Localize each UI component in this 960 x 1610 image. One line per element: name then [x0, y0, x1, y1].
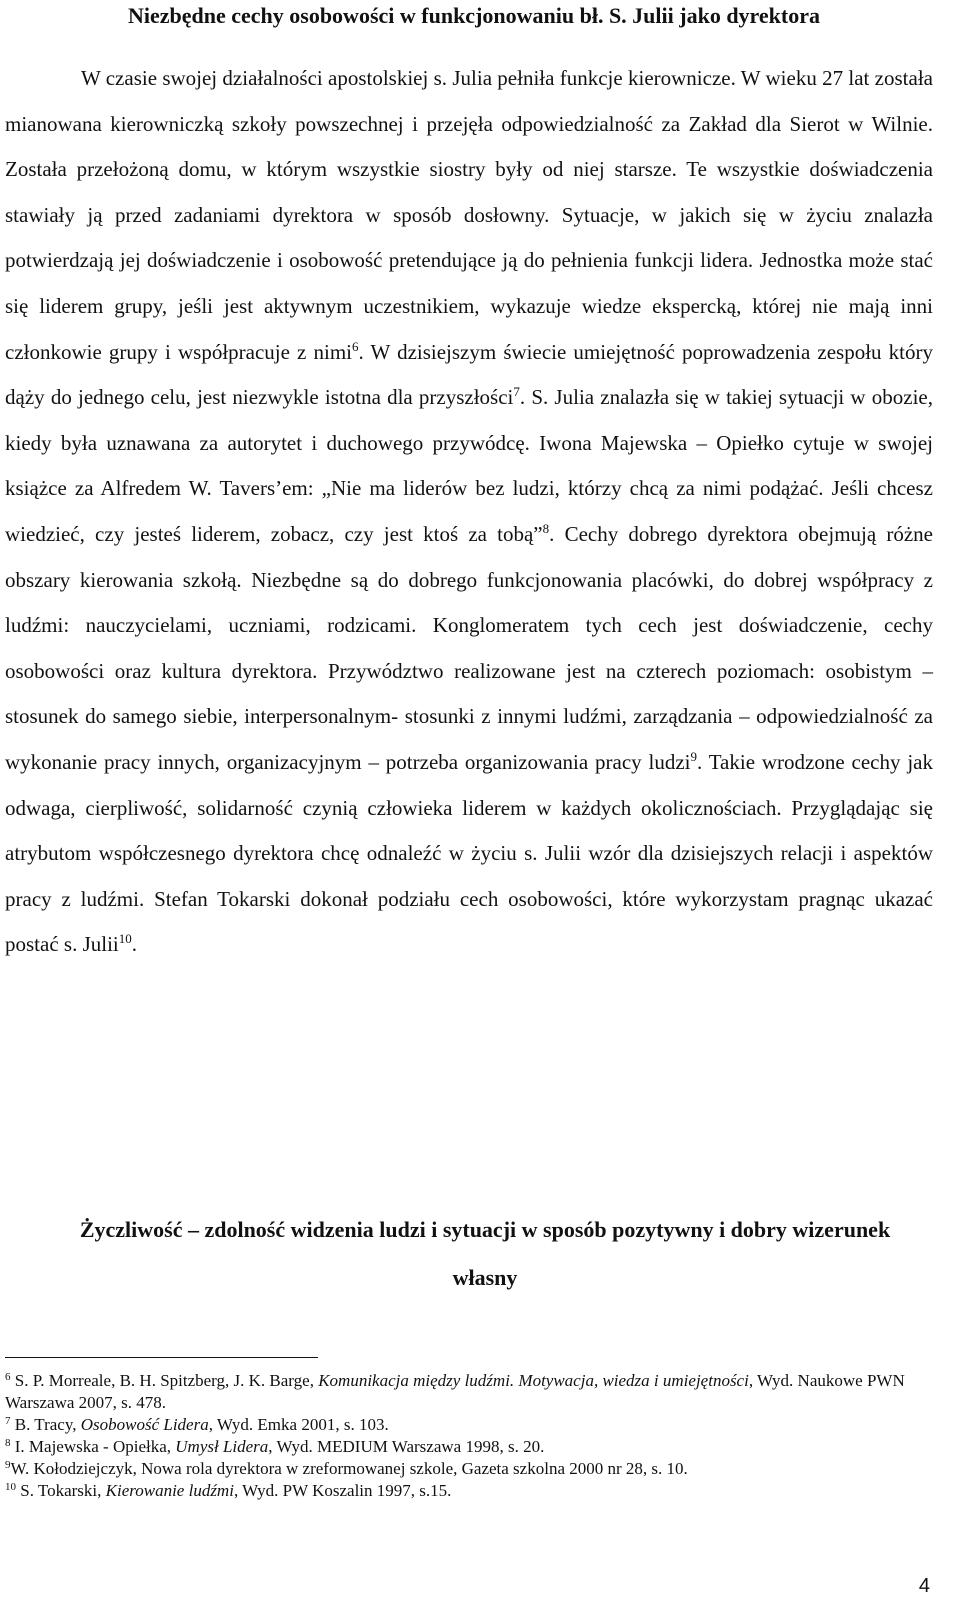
footnote-8: [5, 1436, 925, 1458]
footnote-number: 9: [5, 1458, 11, 1471]
footnote-number: 7: [5, 1414, 11, 1427]
paragraph-text: . W dzisiejszym świecie umiejętność poprowadzenia zespołu który dąży do jednego celu, jest niezwykle istotna dla przyszłości: [5, 339, 933, 410]
paragraph-text: . Cechy dobrego dyrektora obejmują różne obszary kierowania szkołą. Niezbędne są do dobrego funkcjonowania placówki, do dobrej współpracy z ludźmi: nauczycielami, uczniami, rodzicami. Konglomeratem tych cech jest doświadczenie, cechy osobowości oraz kultura dyrektora. Przywództwo realizowane jest na czterech poziomach: osobistym – stosunek do samego siebie, interpersonalnym- stosunki z innymi ludźmi, zarządzania – odpowiedzialność za wykonanie pracy innych, organizacyjnym – potrzeba organizowania pracy ludzi: [5, 521, 933, 774]
paragraph-text: .: [131, 932, 137, 957]
footnote-ref-9[interactable]: 9: [690, 749, 697, 765]
footnote-text: , Wyd. Naukowe PWN Warszawa 2007, s. 478.: [5, 1371, 905, 1412]
footnote-number: 6: [5, 1370, 11, 1383]
section-heading: Życzliwość – zdolność widzenia ludzi i sytuacji w sposób pozytywny i dobry wizerunek własny: [79, 1217, 891, 1290]
footnote-text: , Wyd. MEDIUM Warszawa 1998, s. 20.: [268, 1437, 545, 1456]
footnote-text: I. Majewska - Opiełka,: [10, 1437, 176, 1456]
footnote-text: S. Tokarski,: [16, 1481, 106, 1500]
footnote-title: Komunikacja między ludźmi. Motywacja, wiedza i umiejętności: [318, 1371, 749, 1390]
footnote-ref-6[interactable]: 6: [352, 338, 359, 354]
footnote-title: Kierowanie ludźmi: [105, 1481, 234, 1500]
paragraph-text: . Takie wrodzone cechy jak odwaga, cierpliwość, solidarność czynią człowieka liderem w każdych okolicznościach. Przyglądając się atrybutom współczesnego dyrektora chcę odnaleźć w życiu s. Julii wzór dla dzisiejszych relacji i aspektów pracy z ludźmi. Stefan Tokarski dokonał podziału cech osobowości, które wykorzystam pragnąc ukazać postać s. Julii: [5, 749, 933, 957]
body-paragraph: [5, 56, 933, 968]
paragraph-text: W czasie swojej działalności apostolskiej s. Julia pełniła funkcje kierownicze. W wieku 27 lat została mianowana kierowniczką szkoły powszechnej i przejęła odpowiedzialność za Zakład dla Sierot w Wilnie. Została przełożoną domu, w którym wszystkie siostry były od niej starsze. Te wszystkie doświadczenia stawiały ją przed zadaniami dyrektora w sposób dosłowny. Sytuacje, w jakich się w życiu znalazła potwierdzają jej doświadczenie i osobowość pretendujące ją do pełnienia funkcji lidera. Jednostka może stać się liderem grupy, jeśli jest aktywnym uczestnikiem, wykazuje wiedze ekspercką, której nie mają inni członkowie grupy i współpracuje z nimi: [5, 66, 933, 364]
footnote-number: 8: [5, 1436, 11, 1449]
footnote-text: W. Kołodziejczyk, Nowa rola dyrektora w zreformowanej szkole, Gazeta szkolna 2000 nr 28, s. 10.: [10, 1459, 688, 1478]
footnote-text: , Wyd. Emka 2001, s. 103.: [208, 1415, 389, 1434]
footnote-9: [5, 1458, 925, 1480]
footnote-ref-10[interactable]: 10: [118, 931, 132, 947]
footnote-number: 10: [5, 1480, 16, 1493]
footnote-divider: [5, 1357, 318, 1358]
page-number: 4: [918, 1575, 930, 1597]
footnote-7: [5, 1414, 925, 1436]
footnote-10: [5, 1480, 925, 1502]
footnote-ref-8[interactable]: 8: [542, 521, 550, 537]
footnote-text: S. P. Morreale, B. H. Spitzberg, J. K. Barge,: [10, 1371, 319, 1390]
footnote-title: Umysł Lidera: [175, 1437, 269, 1456]
footnote-text: B. Tracy,: [10, 1415, 81, 1434]
paragraph-text: . S. Julia znalazła się w takiej sytuacji w obozie, kiedy była uznawana za autorytet i duchowego przywódcę. Iwona Majewska – Opiełko cytuje w swojej książce za Alfredem W. Tavers’em: „Nie ma liderów bez ludzi, którzy chcą za nimi podążać. Jeśli chcesz wiedzieć, czy jesteś liderem, zobacz, czy jest ktoś za tobą”: [5, 385, 933, 546]
footnotes: [5, 1370, 925, 1502]
footnote-text: , Wyd. PW Koszalin 1997, s.15.: [233, 1481, 452, 1500]
footnote-6: [5, 1370, 925, 1414]
footnote-title: Osobowość Lidera: [80, 1415, 209, 1434]
footnote-ref-7[interactable]: 7: [513, 384, 520, 400]
top-heading: Niezbędne cechy osobowości w funkcjonowaniu bł. S. Julii jako dyrektora: [127, 3, 821, 28]
